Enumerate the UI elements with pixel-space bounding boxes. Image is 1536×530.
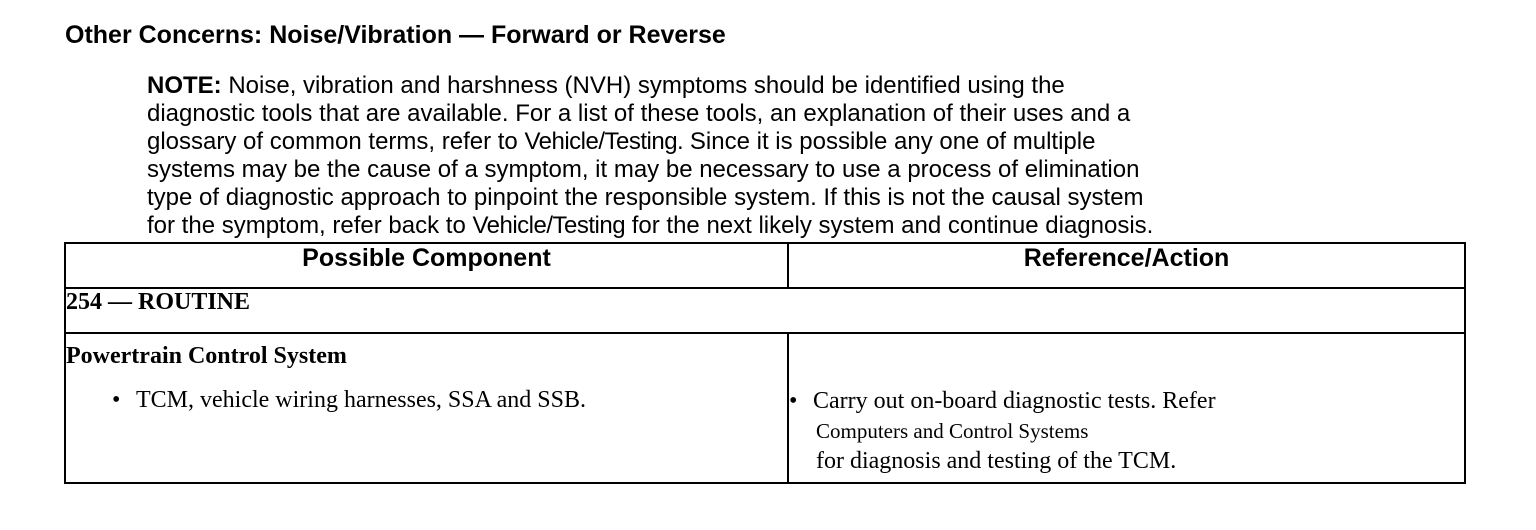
note-text-6: for the symptom, refer back to [147, 212, 473, 239]
table-header-row [65, 243, 1465, 288]
component-item: TCM, vehicle wiring harnesses, SSA and SSB. [136, 387, 586, 413]
note-text-3-after: Since it is possible any one of multiple [683, 128, 1096, 155]
vehicle-testing-reference[interactable]: Vehicle/Testing. [524, 128, 684, 155]
component-cell [65, 333, 788, 483]
header-possible-component: Possible Component [65, 243, 788, 288]
routine-row [65, 288, 1465, 333]
header-reference-action: Reference/Action [788, 243, 1465, 288]
action-bullet [789, 386, 1464, 476]
component-bullet [66, 386, 787, 414]
bullet-icon: • [789, 388, 798, 414]
note-text-3: glossary of common terms, refer to [147, 128, 525, 155]
bullet-icon: • [112, 387, 121, 413]
table-row [65, 333, 1465, 483]
section-title: Other Concerns: Noise/Vibration — Forward or Reverse [65, 21, 726, 49]
action-line-1 [789, 386, 1464, 416]
routine-label: 254 — ROUTINE [65, 288, 1465, 333]
note-label: NOTE: [147, 72, 222, 99]
action-line-3: for diagnosis and testing of the TCM. [816, 448, 1177, 474]
system-title: Powertrain Control System [66, 343, 347, 369]
note-line-3 [147, 128, 1427, 156]
vehicle-testing-reference-2[interactable]: Vehicle/Testing [472, 212, 626, 239]
component-table [64, 242, 1466, 484]
note-line-1 [147, 72, 1427, 100]
computers-control-systems-reference[interactable]: Computers and Control Systems [816, 419, 1089, 443]
note-text-6-after: for the next likely system and continue diagnosis. [625, 212, 1154, 239]
action-cell [788, 333, 1465, 483]
note-text-1: Noise, vibration and harshness (NVH) symptoms should be identified using the [221, 72, 1065, 99]
note-line-4: systems may be the cause of a symptom, it may be necessary to use a process of elimination [147, 156, 1140, 183]
note-line-6 [147, 212, 1427, 240]
action-text-1: Carry out on-board diagnostic tests. Refer [813, 388, 1216, 414]
note-line-2: diagnostic tools that are available. For a list of these tools, an explanation of their uses and a [147, 100, 1131, 127]
note-line-5: type of diagnostic approach to pinpoint the responsible system. If this is not the causal system [147, 184, 1144, 211]
note-block [147, 72, 1427, 240]
